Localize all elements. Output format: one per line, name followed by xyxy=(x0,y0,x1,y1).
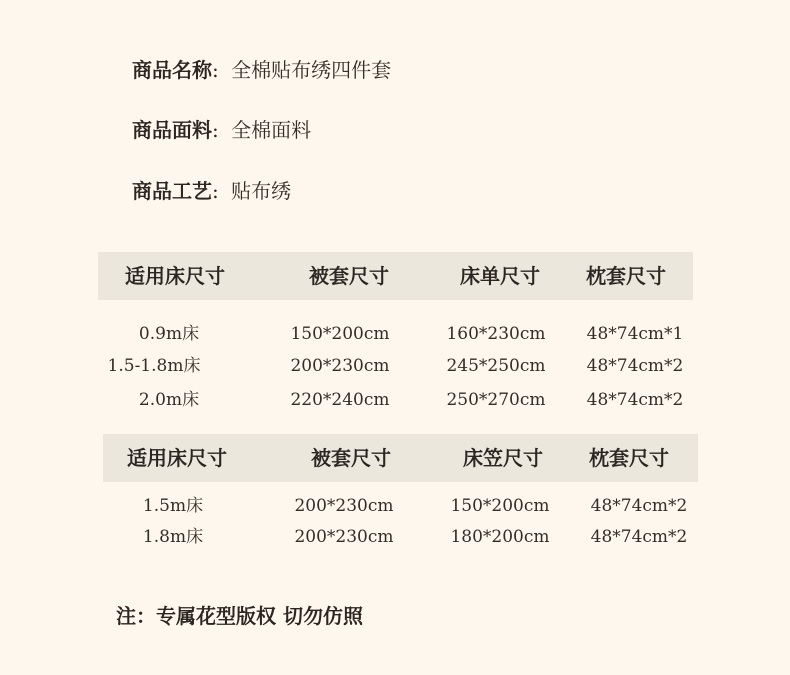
info-separator: : xyxy=(212,58,219,82)
size-table-1-header xyxy=(98,252,693,300)
table-cell: 150*200cm xyxy=(290,324,390,344)
size-table-2-header xyxy=(103,434,698,482)
info-label: 商品工艺 xyxy=(132,179,212,203)
info-row-name xyxy=(132,58,391,82)
header-fitted-sheet-size: 床笠尺寸 xyxy=(463,446,543,470)
info-separator: : xyxy=(212,179,219,203)
info-label: 商品面料 xyxy=(132,118,212,142)
table-cell: 160*230cm xyxy=(446,324,546,344)
header-bed-size: 适用床尺寸 xyxy=(125,264,225,288)
info-row-fabric xyxy=(132,118,311,142)
table-cell: 48*74cm*2 xyxy=(590,496,688,516)
info-row-craft xyxy=(132,179,291,203)
header-duvet-size: 被套尺寸 xyxy=(309,264,389,288)
table-cell: 1.5m床 xyxy=(142,496,204,516)
info-separator: : xyxy=(212,118,219,142)
table-cell: 250*270cm xyxy=(446,390,546,410)
copyright-note: 注：专属花型版权 切勿仿照 xyxy=(116,604,363,628)
table-cell: 48*74cm*2 xyxy=(590,527,688,547)
info-value: 全棉贴布绣四件套 xyxy=(231,58,392,82)
table-cell: 48*74cm*2 xyxy=(586,390,684,410)
info-label: 商品名称 xyxy=(132,58,212,82)
table-cell: 0.9m床 xyxy=(138,324,200,344)
table-cell: 200*230cm xyxy=(294,527,394,547)
table-cell: 200*230cm xyxy=(290,356,390,376)
table-cell: 48*74cm*2 xyxy=(586,356,684,376)
info-value: 贴布绣 xyxy=(231,179,292,203)
table-cell: 245*250cm xyxy=(446,356,546,376)
table-cell: 48*74cm*1 xyxy=(586,324,684,344)
header-pillow-size: 枕套尺寸 xyxy=(589,446,669,470)
table-cell: 2.0m床 xyxy=(138,390,200,410)
header-pillow-size: 枕套尺寸 xyxy=(586,264,666,288)
header-bed-size: 适用床尺寸 xyxy=(127,446,227,470)
table-cell: 1.8m床 xyxy=(142,527,204,547)
table-cell: 200*230cm xyxy=(294,496,394,516)
header-duvet-size: 被套尺寸 xyxy=(311,446,391,470)
info-value: 全棉面料 xyxy=(231,118,312,142)
table-cell: 1.5-1.8m床 xyxy=(107,356,201,376)
header-sheet-size: 床单尺寸 xyxy=(460,264,540,288)
table-cell: 180*200cm xyxy=(450,527,550,547)
table-cell: 220*240cm xyxy=(290,390,390,410)
table-cell: 150*200cm xyxy=(450,496,550,516)
